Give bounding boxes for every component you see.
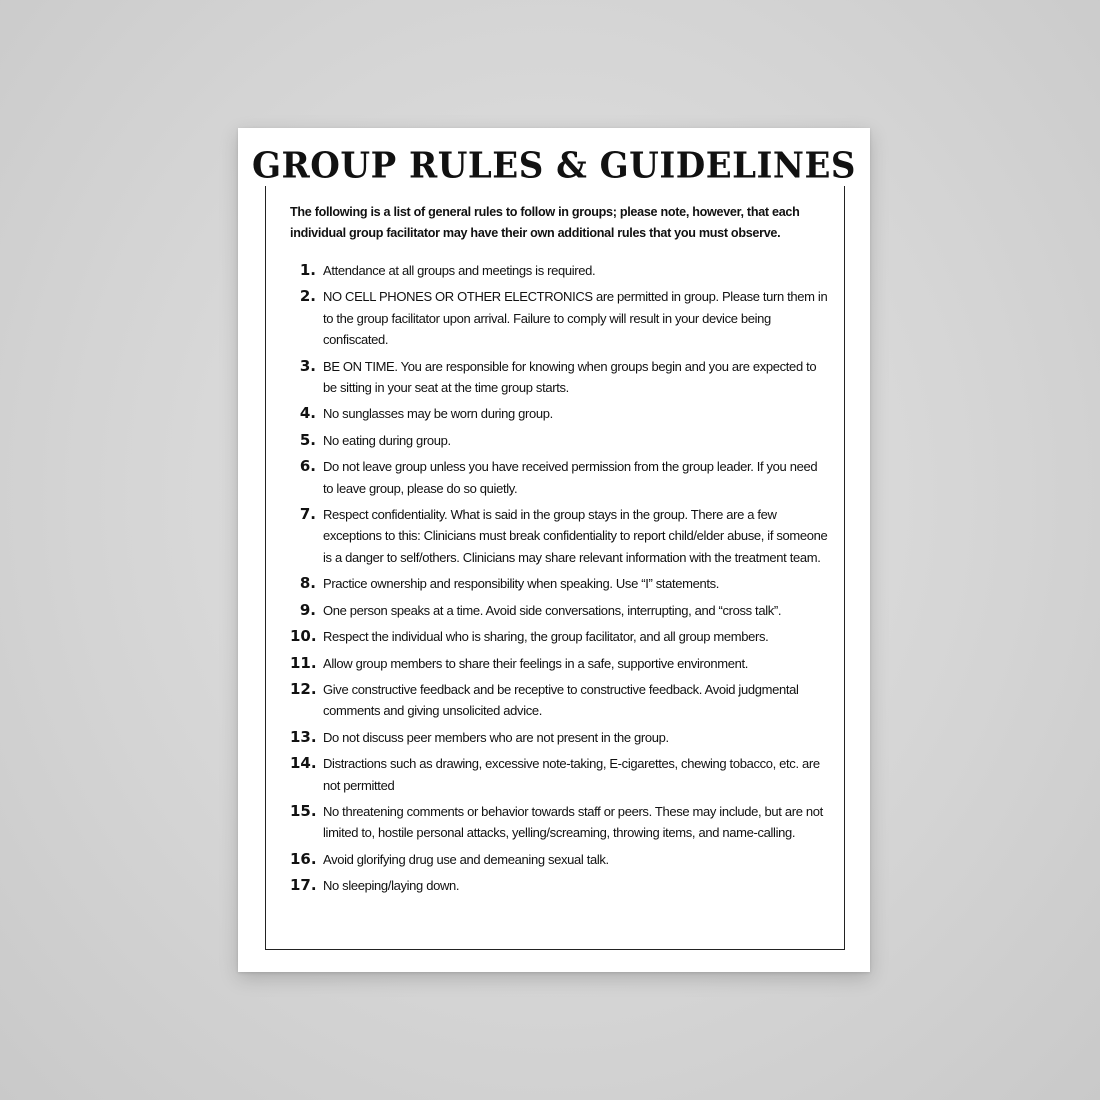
rule-number: 13. xyxy=(290,727,317,746)
rule-item xyxy=(290,260,830,281)
rule-item xyxy=(290,456,830,499)
rule-item xyxy=(290,653,830,674)
rule-number: 4. xyxy=(299,404,316,423)
rule-text: BE ON TIME. You are responsible for knowing when groups begin and you are expected to be sitting in your seat at the time group starts. xyxy=(323,358,817,395)
rule-item xyxy=(290,286,830,350)
rule-text: Do not discuss peer members who are not present in the group. xyxy=(323,729,669,745)
rule-item xyxy=(290,573,830,594)
rule-item xyxy=(290,679,830,722)
intro-paragraph: The following is a list of general rules to follow in groups; please note, however, that each individual group facilitator may have their own additional rules that you must observe. xyxy=(290,205,800,240)
rule-number: 17. xyxy=(290,876,317,895)
rule-number: 10. xyxy=(290,627,317,646)
rule-text: No eating during group. xyxy=(323,432,451,448)
rule-item xyxy=(290,504,830,568)
rule-number: 3. xyxy=(299,356,316,375)
rule-text: Give constructive feedback and be receptive to constructive feedback. Avoid judgmental comments and giving unsolicited advice. xyxy=(323,682,799,719)
rule-text: No sunglasses may be worn during group. xyxy=(323,406,553,422)
rule-text: One person speaks at a time. Avoid side conversations, interrupting, and “cross talk”. xyxy=(323,602,782,618)
rule-number: 5. xyxy=(299,430,316,449)
rule-text: Allow group members to share their feelings in a safe, supportive environment. xyxy=(323,655,749,671)
poster-title-text: GROUP RULES & GUIDELINES xyxy=(252,145,856,187)
rule-item xyxy=(290,356,830,399)
rule-number: 16. xyxy=(290,849,317,868)
rule-item xyxy=(290,849,830,870)
rule-text: Respect the individual who is sharing, the group facilitator, and all group members. xyxy=(323,629,769,645)
rule-item xyxy=(290,875,830,896)
rule-item xyxy=(290,403,830,424)
rule-text: Distractions such as drawing, excessive note-taking, E-cigarettes, chewing tobacco, etc. are not permitted xyxy=(323,756,820,793)
rule-number: 6. xyxy=(299,457,316,476)
rule-text: No threatening comments or behavior towards staff or peers. These may include, but are not limited to, hostile personal attacks, yelling/screaming, throwing items, and name-calling. xyxy=(323,804,823,841)
rule-number: 7. xyxy=(299,505,316,524)
rule-number: 14. xyxy=(290,754,317,773)
rule-number: 12. xyxy=(290,680,317,699)
rule-item xyxy=(290,600,830,621)
rule-number: 1. xyxy=(299,261,316,279)
rule-text: Practice ownership and responsibility when speaking. Use “I” statements. xyxy=(323,576,720,592)
poster-sheet xyxy=(238,128,870,972)
rule-item xyxy=(290,430,830,451)
poster-title xyxy=(246,146,862,186)
rule-number: 2. xyxy=(299,287,316,306)
rule-number: 15. xyxy=(290,802,317,821)
rule-text: Avoid glorifying drug use and demeaning sexual talk. xyxy=(323,851,609,867)
rule-number: 11. xyxy=(290,653,317,672)
rule-text: NO CELL PHONES OR OTHER ELECTRONICS are permitted in group. Please turn them in to the group facilitator upon arrival. Failure to comply will result in your device being confiscated. xyxy=(323,289,828,348)
rules-list xyxy=(290,260,830,902)
rule-number: 9. xyxy=(299,600,316,619)
rule-item xyxy=(290,801,830,844)
rule-item xyxy=(290,727,830,748)
rule-number: 8. xyxy=(299,574,316,593)
rule-text: Respect confidentiality. What is said in the group stays in the group. There are a few exceptions to this: Clinicians must break confidentiality to report child/elder abuse, if someone is a danger to self/others. Clinicians may share relevant information with the treatment team. xyxy=(323,507,828,565)
rule-text: Do not leave group unless you have received permission from the group leader. If you need to leave group, please do so quietly. xyxy=(323,459,818,496)
rule-item xyxy=(290,626,830,647)
rule-text: Attendance at all groups and meetings is required. xyxy=(323,263,596,278)
rule-item xyxy=(290,753,830,796)
rule-text: No sleeping/laying down. xyxy=(323,878,460,894)
